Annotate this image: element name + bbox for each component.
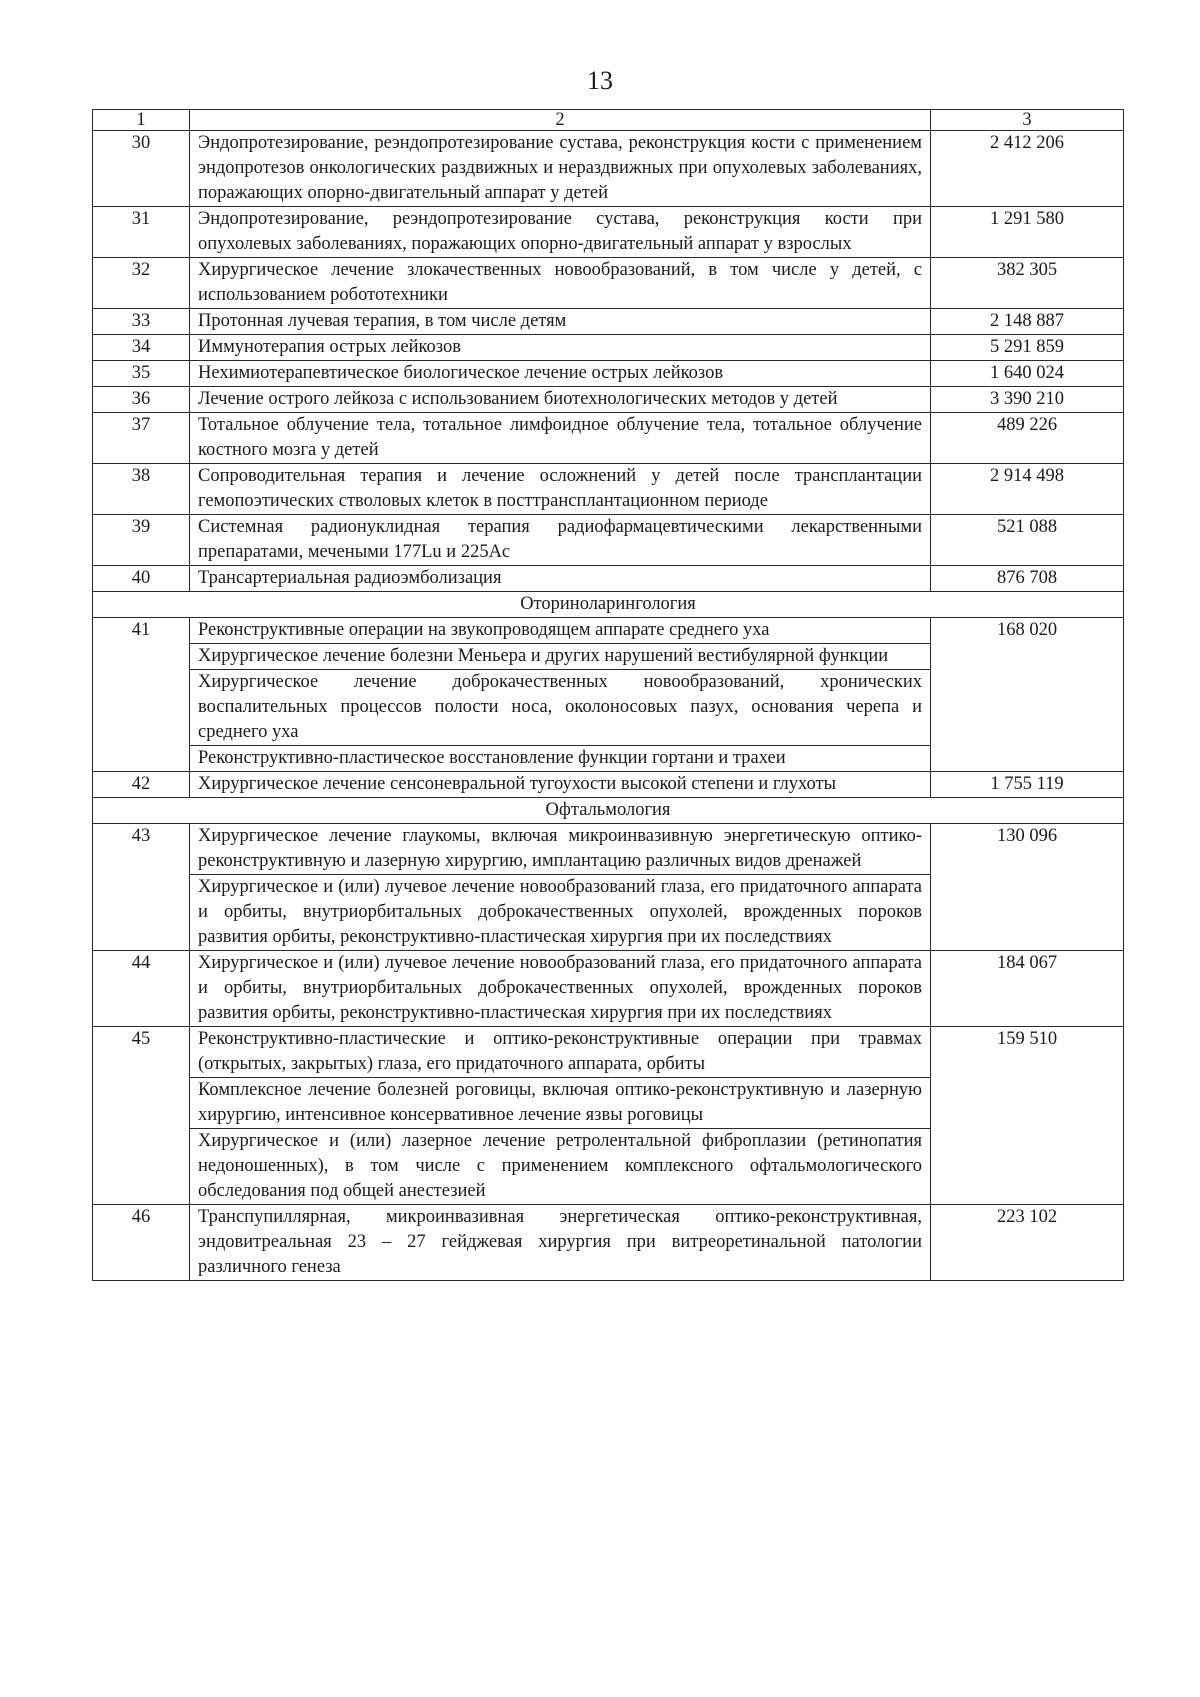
row-number: 33 [93, 309, 190, 335]
row-number: 42 [93, 772, 190, 798]
section-title: Офтальмология [93, 798, 1124, 824]
page-number: 13 [587, 66, 613, 95]
table-row [93, 131, 1124, 207]
row-description [190, 566, 931, 592]
description-item: Сопроводительная терапия и лечение осложнений у детей после трансплантации гемопоэтических стволовых клеток в посттрансплантационном периоде [198, 466, 922, 511]
description-item: Хирургическое лечение злокачественных новообразований, в том числе у детей, с использованием робототехники [198, 260, 922, 305]
description-item: Реконструктивно-пластическое восстановление функции гортани и трахеи [190, 745, 930, 771]
row-description [190, 1205, 931, 1281]
description-item: Тотальное облучение тела, тотальное лимфоидное облучение тела, тотальное облучение костного мозга у детей [198, 415, 922, 460]
description-item: Лечение острого лейкоза с использованием биотехнологических методов у детей [198, 389, 838, 409]
table-row [93, 515, 1124, 566]
description-item: Иммунотерапия острых лейкозов [198, 337, 461, 357]
description-item: Нехимиотерапевтическое биологическое лечение острых лейкозов [198, 363, 724, 383]
row-number: 31 [93, 207, 190, 258]
row-description [190, 258, 931, 309]
description-item: Хирургическое и (или) лазерное лечение ретролентальной фиброплазии (ретинопатия недоношенных), в том числе с применением комплексного офтальмологического обследования под общей анестезией [190, 1128, 930, 1204]
row-description [190, 515, 931, 566]
description-item: Хирургическое и (или) лучевое лечение новообразований глаза, его придаточного аппарата и орбиты, внутриорбитальных доброкачественных опухолей, врожденных пороков развития орбиты, реконструктивно-пластическая хирургия при их последствиях [190, 874, 930, 950]
table-row [93, 566, 1124, 592]
row-value: 130 096 [931, 824, 1124, 951]
row-description [190, 464, 931, 515]
table-row [93, 207, 1124, 258]
row-value: 489 226 [931, 413, 1124, 464]
table-row [93, 258, 1124, 309]
table-row [93, 335, 1124, 361]
table-body [93, 110, 1124, 1281]
table-row [93, 309, 1124, 335]
description-item: Системная радионуклидная терапия радиофармацевтическими лекарственными препаратами, мечеными 177Lu и 225Ac [198, 517, 922, 562]
table-row [93, 772, 1124, 798]
row-value: 5 291 859 [931, 335, 1124, 361]
row-description [190, 951, 931, 1027]
row-description [190, 387, 931, 413]
row-value: 876 708 [931, 566, 1124, 592]
table-row [93, 413, 1124, 464]
row-description [190, 1027, 931, 1205]
row-value: 1 640 024 [931, 361, 1124, 387]
row-value: 168 020 [931, 618, 1124, 772]
row-value: 1 291 580 [931, 207, 1124, 258]
table-row [93, 361, 1124, 387]
description-item: Хирургическое лечение сенсоневральной тугоухости высокой степени и глухоты [198, 774, 837, 794]
row-description [190, 131, 931, 207]
table-header-row [93, 110, 1124, 131]
row-description [190, 361, 931, 387]
row-value: 1 755 119 [931, 772, 1124, 798]
row-description [190, 207, 931, 258]
row-number: 41 [93, 618, 190, 772]
row-number: 30 [93, 131, 190, 207]
header-col-1: 1 [93, 110, 190, 131]
row-description [190, 309, 931, 335]
row-value: 382 305 [931, 258, 1124, 309]
section-title: Оториноларингология [93, 592, 1124, 618]
header-col-3: 3 [931, 110, 1124, 131]
row-value: 2 412 206 [931, 131, 1124, 207]
row-number: 37 [93, 413, 190, 464]
description-item: Хирургическое лечение доброкачественных новообразований, хронических воспалительных процессов полости носа, околоносовых пазух, основания черепа и среднего уха [190, 669, 930, 745]
services-table [92, 109, 1124, 1281]
section-header-row [93, 592, 1124, 618]
row-number: 45 [93, 1027, 190, 1205]
row-number: 39 [93, 515, 190, 566]
row-description [190, 335, 931, 361]
row-description [190, 772, 931, 798]
table-row [93, 387, 1124, 413]
description-item: Реконструктивно-пластические и оптико-реконструктивные операции при травмах (открытых, закрытых) глаза, его придаточного аппарата, орбиты [198, 1029, 922, 1074]
table-row [93, 824, 1124, 951]
description-item: Эндопротезирование, реэндопротезирование сустава, реконструкция кости с применением эндопротезов онкологических раздвижных и нераздвижных при опухолевых заболеваниях, поражающих опорно-двигательный аппарат у детей [198, 133, 922, 203]
description-item: Трансартериальная радиоэмболизация [198, 568, 502, 588]
description-item: Реконструктивные операции на звукопроводящем аппарате среднего уха [198, 620, 770, 640]
row-number: 46 [93, 1205, 190, 1281]
row-value: 2 148 887 [931, 309, 1124, 335]
row-value: 159 510 [931, 1027, 1124, 1205]
table-row [93, 1205, 1124, 1281]
row-number: 44 [93, 951, 190, 1027]
row-number: 35 [93, 361, 190, 387]
row-description [190, 618, 931, 772]
description-item: Эндопротезирование, реэндопротезирование сустава, реконструкция кости при опухолевых заболеваниях, поражающих опорно-двигательный аппарат у взрослых [198, 209, 922, 254]
row-value: 3 390 210 [931, 387, 1124, 413]
description-item: Комплексное лечение болезней роговицы, включая оптико-реконструктивную и лазерную хирургию, интенсивное консервативное лечение язвы роговицы [190, 1077, 930, 1128]
row-number: 32 [93, 258, 190, 309]
row-number: 38 [93, 464, 190, 515]
row-number: 36 [93, 387, 190, 413]
table-row [93, 618, 1124, 772]
row-number: 40 [93, 566, 190, 592]
header-col-2: 2 [190, 110, 931, 131]
row-value: 521 088 [931, 515, 1124, 566]
description-item: Хирургическое лечение болезни Меньера и других нарушений вестибулярной функции [190, 643, 930, 669]
description-item: Транспупиллярная, микроинвазивная энергетическая оптико-реконструктивная, эндовитреальная 23 – 27 гейджевая хирургия при витреоретинальной патологии различного генеза [198, 1207, 922, 1277]
table-row [93, 1027, 1124, 1205]
table-row [93, 951, 1124, 1027]
section-header-row [93, 798, 1124, 824]
row-value: 2 914 498 [931, 464, 1124, 515]
description-item: Хирургическое лечение глаукомы, включая микроинвазивную энергетическую оптико-реконструктивную и лазерную хирургию, имплантацию различных видов дренажей [198, 826, 922, 871]
row-number: 43 [93, 824, 190, 951]
row-value: 184 067 [931, 951, 1124, 1027]
description-item: Хирургическое и (или) лучевое лечение новообразований глаза, его придаточного аппарата и орбиты, внутриорбитальных доброкачественных опухолей, врожденных пороков развития орбиты, реконструктивно-пластическая хирургия при их последствиях [198, 953, 922, 1023]
table-row [93, 464, 1124, 515]
row-description [190, 824, 931, 951]
row-number: 34 [93, 335, 190, 361]
row-value: 223 102 [931, 1205, 1124, 1281]
description-item: Протонная лучевая терапия, в том числе детям [198, 311, 567, 331]
row-description [190, 413, 931, 464]
